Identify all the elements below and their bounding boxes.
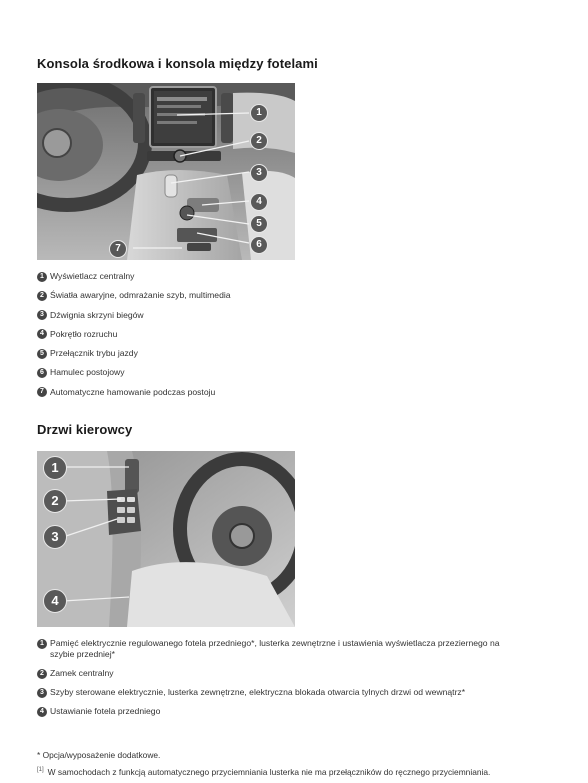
legend-item: 7 Automatyczne hamowanie podczas postoju — [37, 387, 231, 406]
legend-item: 6 Hamulec postojowy — [37, 367, 231, 386]
callout-2: 2 — [250, 132, 268, 150]
door-callout-4: 4 — [43, 589, 67, 613]
legend-item: 4 Pokrętło rozruchu — [37, 329, 231, 348]
callout-3: 3 — [250, 164, 268, 182]
driver-door-legend — [37, 638, 537, 717]
footnote-text: W samochodach z funkcją automatycznego przyciemniania lusterka nie ma przełączników do ręcznego przyciemniania. — [47, 767, 491, 777]
legend-item: 3 Dźwignia skrzyni biegów — [37, 310, 231, 329]
callout-6: 6 — [250, 236, 268, 254]
callout-7: 7 — [109, 240, 127, 258]
driver-door-illustration — [37, 451, 295, 627]
door-callout-3: 3 — [43, 525, 67, 549]
callout-5: 5 — [250, 215, 268, 233]
center-console-legend — [37, 271, 231, 406]
legend-item: 3 Szyby sterowane elektrycznie, lusterka zewnętrzne, elektryczna blokada otwarcia tylnych drzwi od wewnątrz* — [37, 687, 537, 698]
footnote-mark: [1] — [37, 767, 44, 773]
door-callout-2: 2 — [43, 489, 67, 513]
section-title-driver-door: Drzwi kierowcy — [37, 422, 133, 437]
door-callout-1: 1 — [43, 456, 67, 480]
legend-item: 1 Wyświetlacz centralny — [37, 271, 231, 290]
legend-item: 4 Ustawianie fotela przedniego — [37, 706, 537, 717]
legend-item: 5 Przełącznik trybu jazdy — [37, 348, 231, 367]
legend-item: 1 Pamięć elektrycznie regulowanego fotela przedniego*, lusterka zewnętrzne i ustawienia wyświetlacza przeziernego na szybie przedniej* — [37, 638, 537, 660]
legend-item: 2 Zamek centralny — [37, 668, 537, 679]
driver-door-photo — [37, 451, 295, 627]
legend-item: 2 Światła awaryjne, odmrażanie szyb, multimedia — [37, 290, 231, 309]
footnote-reference — [37, 767, 490, 777]
footnote-option: * Opcja/wyposażenie dodatkowe. — [37, 750, 161, 760]
section-title-center-console: Konsola środkowa i konsola między fotelami — [37, 56, 318, 71]
callout-4: 4 — [250, 193, 268, 211]
callout-1: 1 — [250, 104, 268, 122]
